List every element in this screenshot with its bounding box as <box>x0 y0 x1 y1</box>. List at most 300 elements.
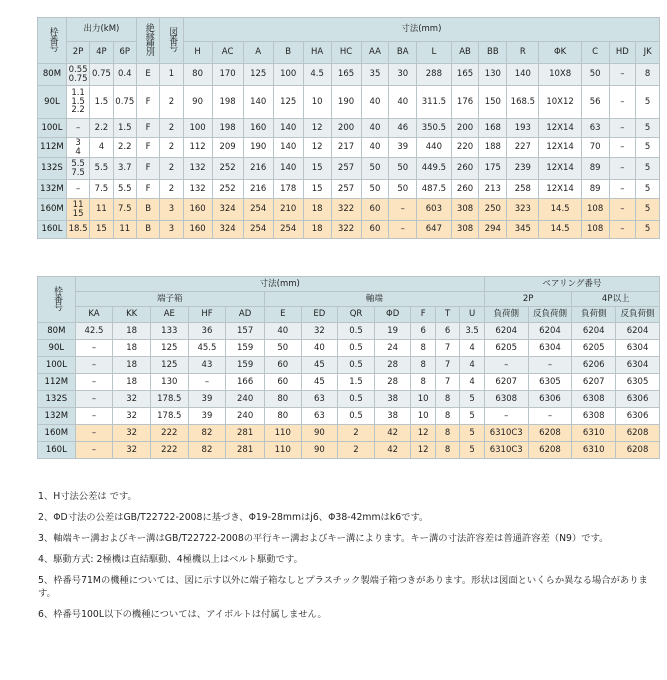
frame-cell: 160M <box>38 199 67 221</box>
value-cell: 8 <box>411 357 435 374</box>
shaft-col-header: T <box>435 307 459 323</box>
value-cell: 50 <box>389 158 417 180</box>
value-cell: 125 <box>150 357 188 374</box>
value-cell: 216 <box>243 180 273 199</box>
frame-cell: 80M <box>38 323 76 340</box>
value-cell: 5 <box>460 408 485 425</box>
value-cell: 112 <box>183 138 212 158</box>
value-cell: 281 <box>226 442 265 459</box>
value-cell: 70 <box>581 138 609 158</box>
figure-header: 図番号 <box>160 18 183 64</box>
frame-cell: 132S <box>38 158 67 180</box>
value-cell: – <box>609 221 636 239</box>
value-cell: 18 <box>113 340 151 357</box>
dim-header: ΦK <box>539 42 581 64</box>
value-cell: 0.5 <box>338 391 375 408</box>
frame-cell: 160L <box>38 221 67 239</box>
note-item: 2、ΦD寸法の公差はGB/T22722-2008に基づき、Φ19-28mmはj6、Φ38-42mmはk6です。 <box>38 512 429 523</box>
value-cell: 38 <box>374 408 411 425</box>
value-cell: – <box>609 199 636 221</box>
value-cell: 0.55 0.75 <box>66 64 89 86</box>
bearing-col-header: 反負荷側 <box>616 307 660 323</box>
value-cell: F <box>136 138 159 158</box>
value-cell: 32 <box>113 391 151 408</box>
pole-header: 6P <box>113 42 136 64</box>
value-cell: 178.5 <box>150 391 188 408</box>
table-row <box>38 357 660 374</box>
value-cell: 6208 <box>528 442 572 459</box>
value-cell: 252 <box>212 180 243 199</box>
value-cell: 32 <box>113 425 151 442</box>
value-cell: 18 <box>113 323 151 340</box>
value-cell: 42.5 <box>75 323 113 340</box>
value-cell: 5 <box>636 86 660 119</box>
value-cell: 258 <box>507 180 539 199</box>
table-row <box>38 138 660 158</box>
frame-cell: 100L <box>38 119 67 138</box>
table-row <box>38 180 660 199</box>
value-cell: 2 <box>338 425 375 442</box>
table-row <box>38 340 660 357</box>
frame-cell: 100L <box>38 357 76 374</box>
value-cell: 15 <box>303 180 331 199</box>
value-cell: 90 <box>183 86 212 119</box>
value-cell: 18 <box>303 221 331 239</box>
value-cell: 227 <box>507 138 539 158</box>
value-cell: 160 <box>183 221 212 239</box>
value-cell: – <box>484 408 528 425</box>
value-cell: 239 <box>507 158 539 180</box>
value-cell: 6 <box>435 323 459 340</box>
value-cell: 5 <box>636 119 660 138</box>
value-cell: 190 <box>243 138 273 158</box>
value-cell: 2 <box>160 180 183 199</box>
value-cell: 45.5 <box>188 340 226 357</box>
table-row <box>38 374 660 391</box>
value-cell: 5 <box>460 425 485 442</box>
value-cell: 12 <box>303 119 331 138</box>
value-cell: 0.75 <box>113 86 136 119</box>
value-cell: – <box>66 180 89 199</box>
value-cell: 4 <box>460 374 485 391</box>
value-cell: 6310C3 <box>484 425 528 442</box>
value-cell: 108 <box>581 199 609 221</box>
value-cell: – <box>528 408 572 425</box>
value-cell: 5 <box>636 180 660 199</box>
value-cell: 10 <box>411 408 435 425</box>
value-cell: 6304 <box>616 357 660 374</box>
note-item: 5、枠番号71Mの機種については、図に示す以外に端子箱なしとプラスチック製端子箱つきがあります。形状は図面といくらか異なる場合があります。 <box>38 575 648 599</box>
table-row <box>38 323 660 340</box>
value-cell: 209 <box>212 138 243 158</box>
value-cell: 0.5 <box>338 408 375 425</box>
note-item: 6、枠番号100L以下の機種については、アイボルトは付属しません。 <box>38 609 327 620</box>
value-cell: 193 <box>507 119 539 138</box>
value-cell: – <box>75 357 113 374</box>
table-row <box>38 64 660 86</box>
value-cell: 18 <box>113 357 151 374</box>
value-cell: 90 <box>301 425 338 442</box>
value-cell: 89 <box>581 180 609 199</box>
value-cell: 324 <box>212 221 243 239</box>
value-cell: 213 <box>479 180 507 199</box>
frame-cell: 90L <box>38 340 76 357</box>
value-cell: 6208 <box>528 425 572 442</box>
shaft-col-header: ED <box>301 307 338 323</box>
value-cell: 140 <box>273 158 303 180</box>
value-cell: B <box>136 199 159 221</box>
table-row <box>38 408 660 425</box>
value-cell: 132 <box>183 158 212 180</box>
frame-cell: 132M <box>38 408 76 425</box>
value-cell: 5 <box>636 199 660 221</box>
value-cell: 252 <box>212 158 243 180</box>
value-cell: 160 <box>183 199 212 221</box>
value-cell: 6305 <box>616 374 660 391</box>
value-cell: 311.5 <box>417 86 451 119</box>
value-cell: 60 <box>361 221 389 239</box>
value-cell: 6308 <box>572 391 616 408</box>
value-cell: 30 <box>389 64 417 86</box>
value-cell: 0.4 <box>113 64 136 86</box>
frame-cell: 112M <box>38 374 76 391</box>
notes-section <box>38 490 663 629</box>
value-cell: – <box>188 374 226 391</box>
value-cell: 6208 <box>616 425 660 442</box>
value-cell: 40 <box>361 119 389 138</box>
value-cell: 4.5 <box>303 64 331 86</box>
value-cell: 168 <box>479 119 507 138</box>
terminal-col-header: AD <box>226 307 265 323</box>
value-cell: 345 <box>507 221 539 239</box>
value-cell: 0.5 <box>338 323 375 340</box>
value-cell: 6207 <box>484 374 528 391</box>
value-cell: 50 <box>361 180 389 199</box>
shaft-col-header: E <box>264 307 301 323</box>
note-item: 4、駆動方式: 2極機は直結駆動、4極機以上はベルト駆動です。 <box>38 554 303 565</box>
value-cell: 175 <box>479 158 507 180</box>
value-cell: 18 <box>113 374 151 391</box>
value-cell: 7 <box>435 340 459 357</box>
value-cell: 254 <box>243 221 273 239</box>
value-cell: 308 <box>451 221 479 239</box>
value-cell: 288 <box>417 64 451 86</box>
value-cell: 6207 <box>572 374 616 391</box>
value-cell: F <box>136 86 159 119</box>
dim-header: L <box>417 42 451 64</box>
value-cell: 6208 <box>616 442 660 459</box>
value-cell: 200 <box>331 119 361 138</box>
table-row <box>38 442 660 459</box>
value-cell: 6304 <box>528 340 572 357</box>
value-cell: 60 <box>264 374 301 391</box>
value-cell: 3.7 <box>113 158 136 180</box>
value-cell: 50 <box>361 158 389 180</box>
value-cell: 140 <box>243 86 273 119</box>
dim-header: AA <box>361 42 389 64</box>
shaft-col-header: F <box>411 307 435 323</box>
value-cell: 6304 <box>616 340 660 357</box>
value-cell: 449.5 <box>417 158 451 180</box>
value-cell: 56 <box>581 86 609 119</box>
value-cell: 322 <box>331 221 361 239</box>
value-cell: 10 <box>411 391 435 408</box>
value-cell: – <box>609 86 636 119</box>
value-cell: 168.5 <box>507 86 539 119</box>
value-cell: 160 <box>243 119 273 138</box>
dimensions-header-2: 寸法(mm) <box>75 277 484 292</box>
value-cell: – <box>609 158 636 180</box>
value-cell: 8 <box>411 374 435 391</box>
value-cell: – <box>75 374 113 391</box>
value-cell: 3.5 <box>460 323 485 340</box>
value-cell: 8 <box>435 391 459 408</box>
value-cell: 6310 <box>572 442 616 459</box>
value-cell: F <box>136 180 159 199</box>
value-cell: 170 <box>212 64 243 86</box>
value-cell: – <box>484 357 528 374</box>
value-cell: 159 <box>226 357 265 374</box>
dim-header: HC <box>331 42 361 64</box>
value-cell: 5.5 <box>113 180 136 199</box>
motor-dimension-table <box>37 17 660 239</box>
dim-header: JK <box>636 42 660 64</box>
value-cell: 5.5 <box>90 158 113 180</box>
value-cell: 110 <box>264 425 301 442</box>
dim-header: BA <box>389 42 417 64</box>
table-row <box>38 425 660 442</box>
dimensions-header: 寸法(mm) <box>183 18 659 42</box>
value-cell: 254 <box>273 221 303 239</box>
dim-header: A <box>243 42 273 64</box>
value-cell: 125 <box>243 64 273 86</box>
value-cell: 40 <box>361 138 389 158</box>
value-cell: 7.5 <box>113 199 136 221</box>
value-cell: 10X8 <box>539 64 581 86</box>
value-cell: 63 <box>581 119 609 138</box>
value-cell: 35 <box>361 64 389 86</box>
terminal-col-header: HF <box>188 307 226 323</box>
bearing-header: ベアリング番号 <box>484 277 659 292</box>
value-cell: B <box>136 221 159 239</box>
value-cell: 8 <box>435 425 459 442</box>
value-cell: 125 <box>150 340 188 357</box>
value-cell: 6206 <box>572 357 616 374</box>
bearing-col-header: 負荷側 <box>484 307 528 323</box>
value-cell: 19 <box>374 323 411 340</box>
frame-cell: 132S <box>38 391 76 408</box>
value-cell: 5 <box>636 221 660 239</box>
value-cell: 50 <box>264 340 301 357</box>
value-cell: 8 <box>435 408 459 425</box>
value-cell: – <box>609 119 636 138</box>
value-cell: 18 <box>303 199 331 221</box>
value-cell: 222 <box>150 425 188 442</box>
value-cell: 178 <box>273 180 303 199</box>
value-cell: – <box>75 340 113 357</box>
value-cell: 6306 <box>616 391 660 408</box>
value-cell: – <box>75 391 113 408</box>
dim-header: AC <box>212 42 243 64</box>
dim-header: R <box>507 42 539 64</box>
value-cell: 1.1 1.5 2.2 <box>66 86 89 119</box>
dim-header: B <box>273 42 303 64</box>
value-cell: 12 <box>411 425 435 442</box>
output-header: 出力(kM) <box>66 18 136 42</box>
value-cell: 82 <box>188 425 226 442</box>
value-cell: 39 <box>188 408 226 425</box>
value-cell: 6310C3 <box>484 442 528 459</box>
value-cell: 46 <box>389 119 417 138</box>
value-cell: 166 <box>226 374 265 391</box>
value-cell: 178.5 <box>150 408 188 425</box>
value-cell: 12X14 <box>539 180 581 199</box>
value-cell: 133 <box>150 323 188 340</box>
value-cell: 1.5 <box>90 86 113 119</box>
value-cell: 6310 <box>572 425 616 442</box>
value-cell: 130 <box>479 64 507 86</box>
value-cell: 308 <box>451 199 479 221</box>
value-cell: – <box>75 442 113 459</box>
value-cell: 6308 <box>572 408 616 425</box>
value-cell: 0.5 <box>338 357 375 374</box>
value-cell: 2 <box>160 86 183 119</box>
value-cell: 132 <box>183 180 212 199</box>
value-cell: 240 <box>226 391 265 408</box>
value-cell: 603 <box>417 199 451 221</box>
terminal-col-header: KK <box>113 307 151 323</box>
value-cell: 3 <box>160 221 183 239</box>
value-cell: 210 <box>273 199 303 221</box>
value-cell: 50 <box>581 64 609 86</box>
table-row <box>38 158 660 180</box>
shaft-end-header: 軸端 <box>264 292 484 307</box>
value-cell: – <box>609 180 636 199</box>
value-cell: 7 <box>435 357 459 374</box>
value-cell: 6205 <box>572 340 616 357</box>
value-cell: 2 <box>160 158 183 180</box>
value-cell: 222 <box>150 442 188 459</box>
value-cell: 257 <box>331 158 361 180</box>
pole-header: 4P <box>90 42 113 64</box>
value-cell: – <box>609 138 636 158</box>
note-item: 3、軸端キー溝およびキー溝はGB/T22722-2008の平行キー溝およびキー溝によります。キー溝の寸法許容差は普通許容差（N9）です。 <box>38 533 609 544</box>
value-cell: 108 <box>581 221 609 239</box>
value-cell: 15 <box>90 221 113 239</box>
value-cell: 200 <box>451 119 479 138</box>
value-cell: 39 <box>389 138 417 158</box>
value-cell: 216 <box>243 158 273 180</box>
value-cell: 28 <box>374 357 411 374</box>
value-cell: 440 <box>417 138 451 158</box>
value-cell: 36 <box>188 323 226 340</box>
value-cell: 100 <box>273 64 303 86</box>
value-cell: – <box>66 119 89 138</box>
frame-cell: 80M <box>38 64 67 86</box>
value-cell: – <box>75 425 113 442</box>
value-cell: 60 <box>361 199 389 221</box>
value-cell: 198 <box>212 119 243 138</box>
value-cell: 487.5 <box>417 180 451 199</box>
value-cell: 10X12 <box>539 86 581 119</box>
value-cell: 2 <box>160 138 183 158</box>
bearing-2p-header: 2P <box>484 292 572 307</box>
dim-header: HD <box>609 42 636 64</box>
value-cell: 45 <box>301 374 338 391</box>
shaft-col-header: ΦD <box>374 307 411 323</box>
value-cell: 6204 <box>528 323 572 340</box>
value-cell: 260 <box>451 180 479 199</box>
value-cell: – <box>609 64 636 86</box>
dim-header: C <box>581 42 609 64</box>
value-cell: 6205 <box>484 340 528 357</box>
value-cell: 647 <box>417 221 451 239</box>
value-cell: 40 <box>264 323 301 340</box>
bearing-4p-header: 4P以上 <box>572 292 660 307</box>
value-cell: 188 <box>479 138 507 158</box>
table-row <box>38 221 660 239</box>
value-cell: 176 <box>451 86 479 119</box>
value-cell: 6204 <box>484 323 528 340</box>
value-cell: 323 <box>507 199 539 221</box>
dim-header: BB <box>479 42 507 64</box>
value-cell: 12X14 <box>539 119 581 138</box>
value-cell: 38 <box>374 391 411 408</box>
value-cell: 8 <box>411 340 435 357</box>
shaft-col-header: U <box>460 307 485 323</box>
value-cell: 140 <box>273 138 303 158</box>
value-cell: 322 <box>331 199 361 221</box>
frame-cell: 90L <box>38 86 67 119</box>
value-cell: 5 <box>636 158 660 180</box>
value-cell: 11 <box>113 221 136 239</box>
pole-header: 2P <box>66 42 89 64</box>
value-cell: 6 <box>411 323 435 340</box>
value-cell: 28 <box>374 374 411 391</box>
value-cell: 40 <box>389 86 417 119</box>
value-cell: – <box>528 357 572 374</box>
value-cell: 5 <box>636 138 660 158</box>
value-cell: 14.5 <box>539 221 581 239</box>
value-cell: 42 <box>374 442 411 459</box>
value-cell: 8 <box>435 442 459 459</box>
table-row <box>38 119 660 138</box>
value-cell: 89 <box>581 158 609 180</box>
value-cell: 2.2 <box>90 119 113 138</box>
value-cell: 2.2 <box>113 138 136 158</box>
value-cell: 11 <box>90 199 113 221</box>
frame-header: 枠番号 <box>38 18 67 64</box>
value-cell: 2 <box>160 119 183 138</box>
value-cell: 150 <box>479 86 507 119</box>
terminal-box-header: 端子箱 <box>75 292 264 307</box>
value-cell: – <box>75 408 113 425</box>
value-cell: 8 <box>636 64 660 86</box>
value-cell: 32 <box>113 442 151 459</box>
table-row <box>38 86 660 119</box>
value-cell: 32 <box>301 323 338 340</box>
value-cell: 0.75 <box>90 64 113 86</box>
value-cell: 4 <box>460 340 485 357</box>
value-cell: 110 <box>264 442 301 459</box>
bearing-col-header: 負荷側 <box>572 307 616 323</box>
dim-header: H <box>183 42 212 64</box>
value-cell: 2 <box>338 442 375 459</box>
value-cell: 294 <box>479 221 507 239</box>
terminal-shaft-bearing-table <box>37 276 660 459</box>
terminal-col-header: AE <box>150 307 188 323</box>
value-cell: 125 <box>273 86 303 119</box>
